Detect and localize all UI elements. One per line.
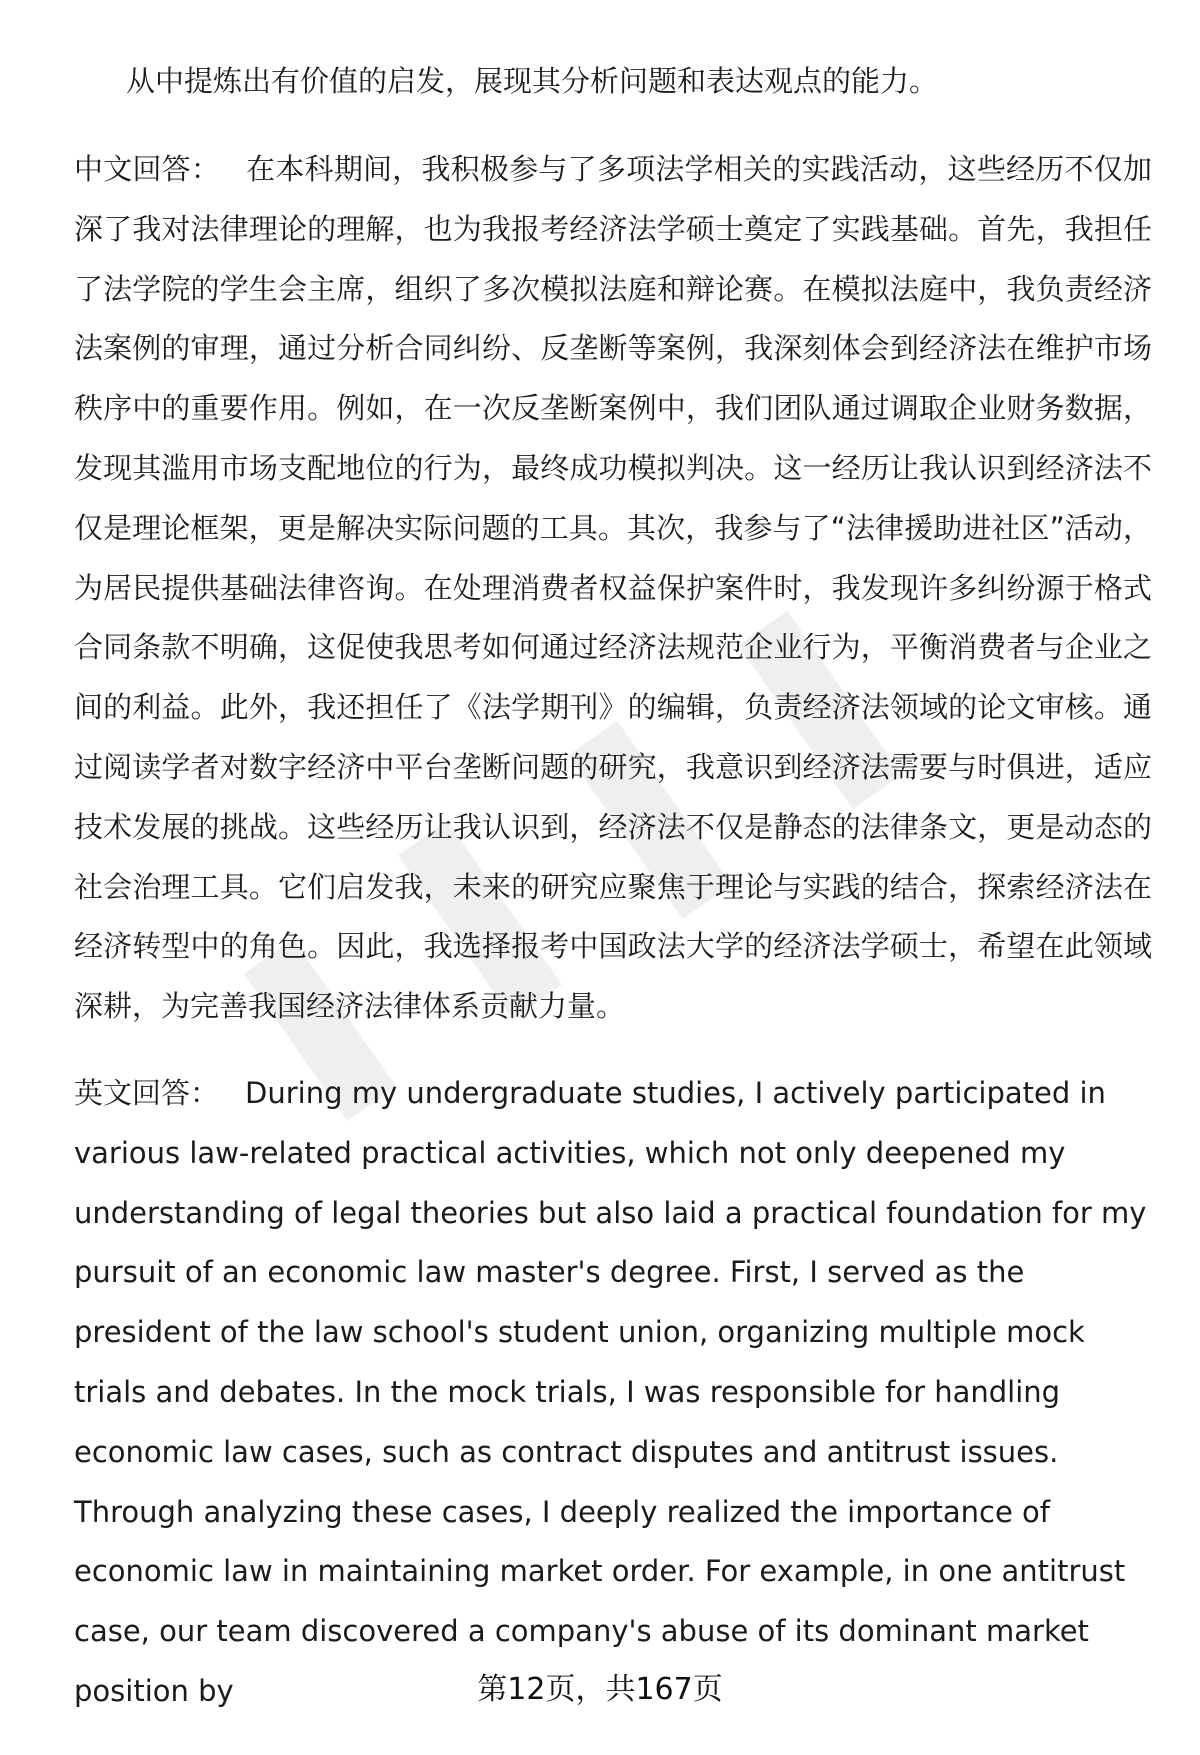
english-answer-text: During my undergraduate studies, I actively participated in various law-related practical activities, which not only deepened my understanding of legal theories but also laid a practical foundation for my pursuit of an economic law master's degree. First, I served as the president of the law school's student union, organizing multiple mock trials and debates. In the mock trials, I was responsible for handling economic law cases, such as contract disputes and antitrust issues. Through analyzing these cases, I deeply realized the importance of economic law in maintaining market order. For example, in one antitrust case, our team discovered a company's abuse of its dominant market position by xyxy=(74,1076,1147,1708)
chinese-answer-paragraph xyxy=(74,140,1152,1037)
english-answer-label: 英文回答： xyxy=(74,1076,220,1110)
page-number: 第12页，共167页 xyxy=(477,1672,723,1707)
chinese-answer-label: 中文回答： xyxy=(74,152,221,186)
english-answer-paragraph xyxy=(74,1064,1152,1722)
intro-line: 从中提炼出有价值的启发，展现其分析问题和表达观点的能力。 xyxy=(126,64,939,98)
chinese-answer-text: 在本科期间，我积极参与了多项法学相关的实践活动，这些经历不仅加深了我对法律理论的理解，也为我报考经济法学硕士奠定了实践基础。首先，我担任了法学院的学生会主席，组织了多次模拟法庭和辩论赛。在模拟法庭中，我负责经济法案例的审理，通过分析合同纠纷、反垄断等案例，我深刻体会到经济法在维护市场秩序中的重要作用。例如，在一次反垄断案例中，我们团队通过调取企业财务数据，发现其滥用市场支配地位的行为，最终成功模拟判决。这一经历让我认识到经济法不仅是理论框架，更是解决实际问题的工具。其次，我参与了“法律援助进社区”活动，为居民提供基础法律咨询。在处理消费者权益保护案件时，我发现许多纠纷源于格式合同条款不明确，这促使我思考如何通过经济法规范企业行为，平衡消费者与企业之间的利益。此外，我还担任了《法学期刊》的编辑，负责经济法领域的论文审核。通过阅读学者对数字经济中平台垄断问题的研究，我意识到经济法需要与时俱进，适应技术发展的挑战。这些经历让我认识到，经济法不仅是静态的法律条文，更是动态的社会治理工具。它们启发我，未来的研究应聚焦于理论与实践的结合，探索经济法在经济转型中的角色。因此，我选择报考中国政法大学的经济法学硕士，希望在此领域深耕，为完善我国经济法律体系贡献力量。 xyxy=(74,152,1152,1024)
